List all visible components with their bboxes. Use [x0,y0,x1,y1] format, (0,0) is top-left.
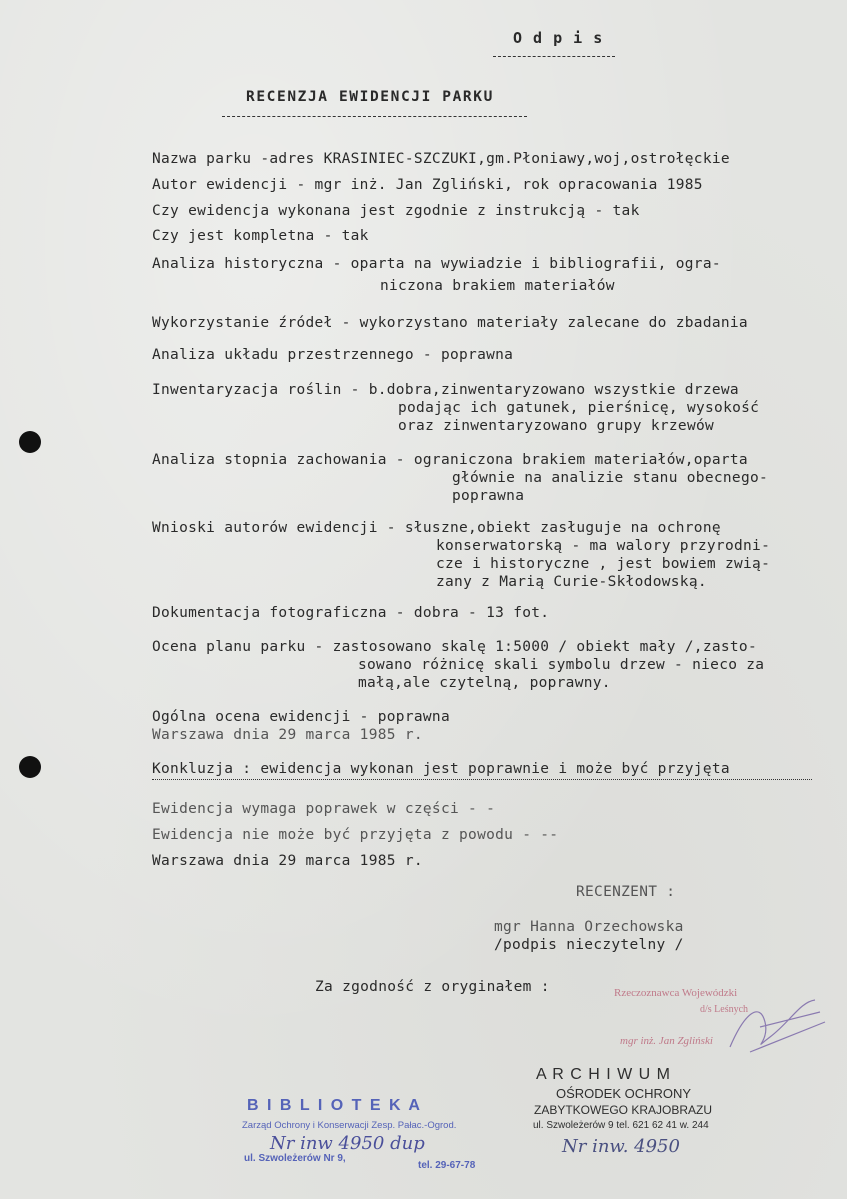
library-stamp-phone: tel. 29-67-78 [418,1160,476,1171]
reviewer-name: mgr Hanna Orzechowska [494,919,684,935]
odpis-heading: O d p i s [513,29,604,47]
signature-scribble-icon [720,992,830,1062]
library-stamp-line2: ul. Szwoleżerów Nr 9, [244,1153,346,1164]
archive-stamp-title: A R C H I W U M [536,1066,671,1083]
conclusion-underline [152,779,812,780]
punch-hole-bottom [19,756,41,778]
line-rejection: Ewidencja nie może być przyjęta z powodu - -- [152,827,559,843]
line-date-1: Warszawa dnia 29 marca 1985 r. [152,727,423,743]
red-stamp-name: mgr inż. Jan Zgliński [620,1035,713,1047]
reviewer-label: RECENZENT : [576,884,676,900]
line-preservation-cont1: głównie na analizie stanu obecnego- [452,470,769,486]
line-plan-cont2: małą,ale czytelną, poprawny. [358,675,611,691]
line-conclusions-cont1: konserwatorską - ma walory przyrodni- [436,538,771,554]
line-complete: Czy jest kompletna - tak [152,228,369,244]
line-overall: Ogólna ocena ewidencji - poprawna [152,709,450,725]
line-spatial: Analiza układu przestrzennego - poprawna [152,347,514,363]
red-stamp-subtitle: d/s Leśnych [700,1004,749,1015]
line-corrections: Ewidencja wymaga poprawek w części - - [152,801,496,817]
line-sources: Wykorzystanie źródeł - wykorzystano materiały zalecane do zbadania [152,315,748,331]
punch-hole-top [19,431,41,453]
line-conclusions-cont3: zany z Marią Curie-Skłodowską. [436,574,707,590]
library-handwritten-number: Nr inw 4950 dup [270,1133,425,1154]
line-conclusions: Wnioski autorów ewidencji - słuszne,obiekt zasługuje na ochronę [152,520,721,536]
line-date-2: Warszawa dnia 29 marca 1985 r. [152,853,423,869]
line-historical: Analiza historyczna - oparta na wywiadzie i bibliografii, ogra- [152,256,721,272]
line-plan: Ocena planu parku - zastosowano skalę 1:5000 / obiekt mały /,zasto- [152,639,757,655]
signature-note: /podpis nieczytelny / [494,937,684,953]
archive-stamp-line1: OŚRODEK OCHRONY [556,1086,692,1101]
line-park-name: Nazwa parku -adres KRASINIEC-SZCZUKI,gm.Płoniawy,woj,ostrołęckie [152,151,730,167]
line-preservation-cont2: poprawna [452,488,525,504]
title-underline [222,116,527,117]
archive-handwritten-number: Nr inw. 4950 [562,1136,680,1157]
odpis-underline [493,56,615,57]
archive-stamp-line2: ZABYTKOWEGO KRAJOBRAZU [534,1103,713,1117]
red-stamp-title: Rzeczoznawca Wojewódzki [614,987,738,999]
document-title: RECENZJA EWIDENCJI PARKU [246,89,494,105]
line-plants: Inwentaryzacja roślin - b.dobra,zinwentaryzowano wszystkie drzewa [152,382,739,398]
line-plan-cont1: sowano różnicę skali symbolu drzew - nieco za [358,657,765,673]
line-plants-cont2: oraz zinwentaryzowano grupy krzewów [398,418,715,434]
line-plants-cont1: podając ich gatunek, pierśnicę, wysokość [398,400,760,416]
line-preservation: Analiza stopnia zachowania - ograniczona brakiem materiałów,oparta [152,452,748,468]
line-historical-cont: niczona brakiem materiałów [380,278,615,294]
line-instruction: Czy ewidencja wykonana jest zgodnie z instrukcją - tak [152,203,640,219]
line-conclusions-cont2: cze i historyczne , jest bowiem zwią- [436,556,771,572]
library-stamp-title: B I B L I O T E K A [247,1097,422,1114]
archive-stamp-line3: ul. Szwoleżerów 9 tel. 621 62 41 w. 244 [533,1120,709,1131]
library-stamp-line1: Zarząd Ochrony i Konserwacji Zesp. Pałac.-Ogrod. [242,1120,457,1131]
conformity-statement: Za zgodność z oryginałem : [315,979,550,995]
line-author: Autor ewidencji - mgr inż. Jan Zgliński, rok opracowania 1985 [152,177,703,193]
line-photos: Dokumentacja fotograficzna - dobra - 13 fot. [152,605,550,621]
line-conclusion: Konkluzja : ewidencja wykonan jest poprawnie i może być przyjęta [152,761,730,777]
